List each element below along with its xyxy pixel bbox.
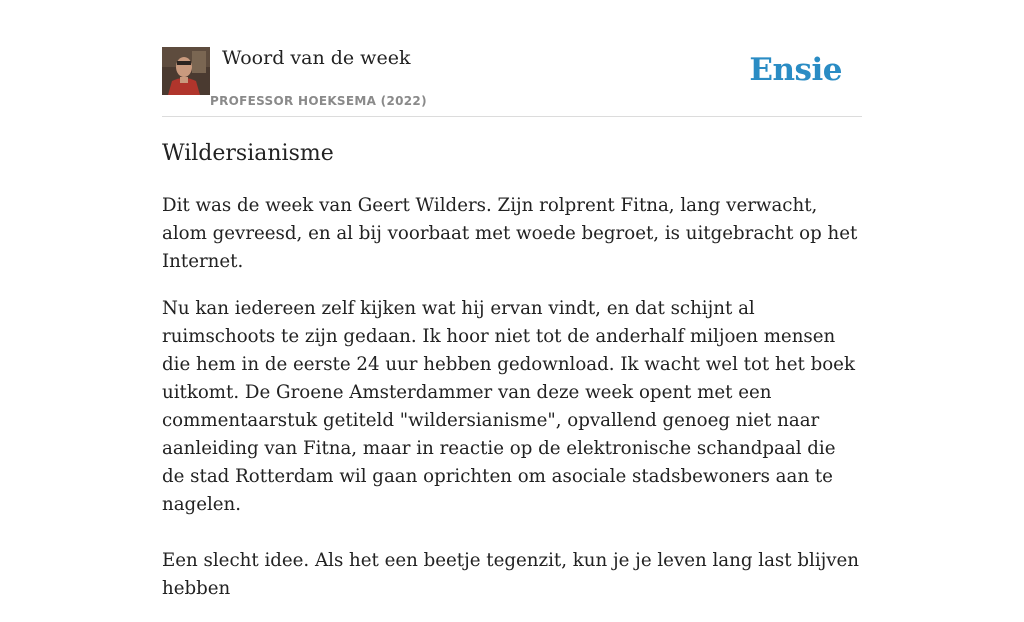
- column-title[interactable]: Woord van de week: [222, 47, 411, 69]
- article-paragraph: Dit was de week van Geert Wilders. Zijn rolprent Fitna, lang verwacht, alom gevreesd, en al bij voorbaat met woede begroet, is uitgebracht op het Internet.: [162, 195, 858, 272]
- brand-logo[interactable]: Ensie: [749, 52, 842, 88]
- article-paragraph: Nu kan iedereen zelf kijken wat hij ervan vindt, en dat schijnt al ruimschoots te zijn gedaan. Ik hoor niet tot de anderhalf miljoen mensen die hem in de eerste 24 uur hebben gedownload. Ik wacht wel tot het boek uitkomt. De Groene Amsterdammer van deze week opent met een commentaarstuk getiteld "wildersianisme", opvallend genoeg niet naar aanleiding van Fitna, maar in reactie op de elektronische schandpaal die de stad Rotterdam wil gaan oprichten om asociale stadsbewoners aan te nagelen.: [162, 298, 855, 515]
- avatar[interactable]: [162, 47, 210, 95]
- article-title: Wildersianisme: [162, 141, 334, 166]
- avatar-photo: [162, 47, 210, 95]
- article-header: [162, 46, 862, 117]
- article-body: [162, 138, 862, 622]
- author-name[interactable]: PROFESSOR HOEKSEMA (2022): [210, 94, 427, 108]
- article-paragraph: Een slecht idee. Als het een beetje tegenzit, kun je je leven lang last blijven hebben: [162, 550, 860, 599]
